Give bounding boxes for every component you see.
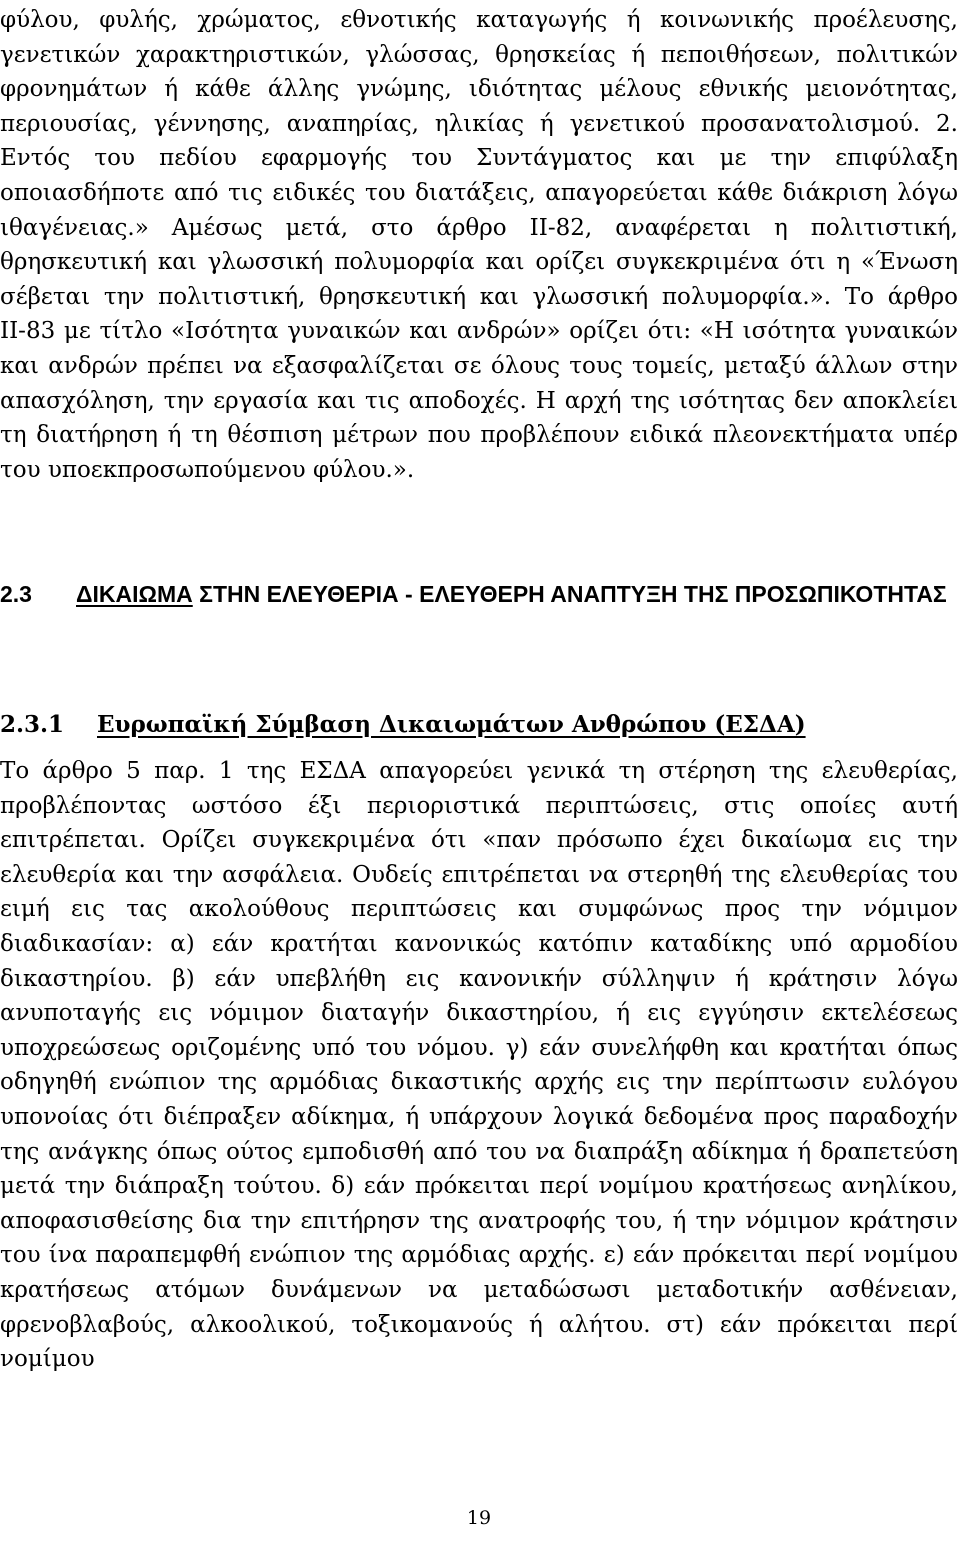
subsection-heading-title: Ευρωπαϊκή Σύμβαση Δικαιωμάτων Ανθρώπου (ΕΣΔΑ): [97, 711, 806, 738]
subsection-heading-echr: [0, 707, 958, 742]
body-paragraph-article-5: Το άρθρο 5 παρ. 1 της ΕΣΔΑ απαγορεύει γενικά τη στέρηση της ελευθερίας, προβλέποντας ωστόσο έξι περιοριστικά περιπτώσεις, στις οποίες αυτή επιτρέπεται. Ορίζει συγκεκριμένα ότι «παν πρόσωπο έχει δικαίωμα εις την ελευθερία και την ασφάλεια. Ουδείς επιτρέπεται να στερηθή της ελευθερίας του ειμή εις τας ακολούθους περιπτώσεις και συμφώνως προς την νόμιμον διαδικασίαν: α) εάν κρατήται κανονικώς κατόπιν καταδίκης υπό αρμοδίου δικαστηρίου. β) εάν υπεβλήθη εις κανονικήν σύλληψιν ή κράτησιν λόγω ανυποταγής εις νόμιμον διαταγήν δικαστηρίου, ή εις εγγύησιν εκτελέσεως υποχρεώσεως οριζομένης υπό του νόμου. γ) εάν συνελήφθη και κρατήται όπως οδηγηθή ενώπιον της αρμόδιας δικαστικής αρχής εις την περίπτωσιν ευλόγου υπονοίας ότι διέπραξεν αδίκημα, ή υπάρχουν λογικά δεδομένα προς παραδοχήν της ανάγκης όπως ούτος εμποδισθή από του να διαπράξη αδίκημα ή δραπετεύση μετά την διάπραξη τούτου. δ) εάν πρόκειται περί νομίμου κρατήσεως ανηλίκου, αποφασισθείσης δια την επιτήρησν της ανατροφής του, ή την νόμιμον κράτησιν του ίνα παραπεμφθή ενώπιον της αρμόδιας αρχής. ε) εάν πρόκειται περί νομίμου κρατήσεως ατόμων δυνάμενων να μεταδώσωσι μεταδοτικήν ασθένειαν, φρενοβλαβούς, αλκοολικού, τοξικομανούς ή αλήτου. στ) εάν πρόκειται περί νομίμου: [0, 758, 958, 1373]
section-heading-title-rest: ΣΤΗΝ ΕΛΕΥΘΕΡΙΑ - ΕΛΕΥΘΕΡΗ ΑΝΑΠΤΥΞΗ ΤΗΣ ΠΡΟΣΩΠΙΚΟΤΗΤΑΣ: [192, 581, 947, 607]
section-heading-number: 2.3: [0, 581, 32, 607]
body-paragraph-equality-provisions: φύλου, φυλής, χρώματος, εθνοτικής καταγωγής ή κοινωνικής προέλευσης, γενετικών χαρακτηριστικών, γλώσσας, θρησκείας ή πεποιθήσεων, πολιτικών φρονημάτων ή κάθε άλλης γνώμης, ιδιότητας μέλους εθνικής μειονότητας, περιουσίας, γέννησης, αναπηρίας, ηλικίας ή γενετικού προσανατολισμού. 2. Εντός του πεδίου εφαρμογής του Συντάγματος και με την επιφύλαξη οποιασδήποτε από τις ειδικές του διατάξεις, απαγορεύεται κάθε διάκριση λόγω ιθαγένειας.» Αμέσως μετά, στο άρθρο ΙΙ-82, αναφέρεται η πολιτιστική, θρησκευτική και γλωσσική πολυμορφία και ορίζει συγκεκριμένα ότι η «Ένωση σέβεται την πολιτιστική, θρησκευτική και γλωσσική πολυμορφία.». Το άρθρο ΙΙ-83 με τίτλο «Ισότητα γυναικών και ανδρών» ορίζει ότι: «Η ισότητα γυναικών και ανδρών πρέπει να εξασφαλίζεται σε όλους τους τομείς, μεταξύ άλλων στην απασχόληση, την εργασία και τις αποδοχές. Η αρχή της ισότητας δεν αποκλείει τη διατήρηση ή τη θέσπιση μέτρων που προβλέπουν ειδικά πλεονεκτήματα υπέρ του υποεκπροσωπούμενου φύλου.».: [0, 7, 958, 483]
section-heading-title: [76, 581, 947, 607]
section-heading-right-to-freedom: [0, 577, 958, 612]
page-number: 19: [466, 1507, 492, 1529]
subsection-heading-number: 2.3.1: [0, 711, 65, 738]
section-heading-title-first-word: ΔΙΚΑΙΩΜΑ: [76, 581, 193, 607]
